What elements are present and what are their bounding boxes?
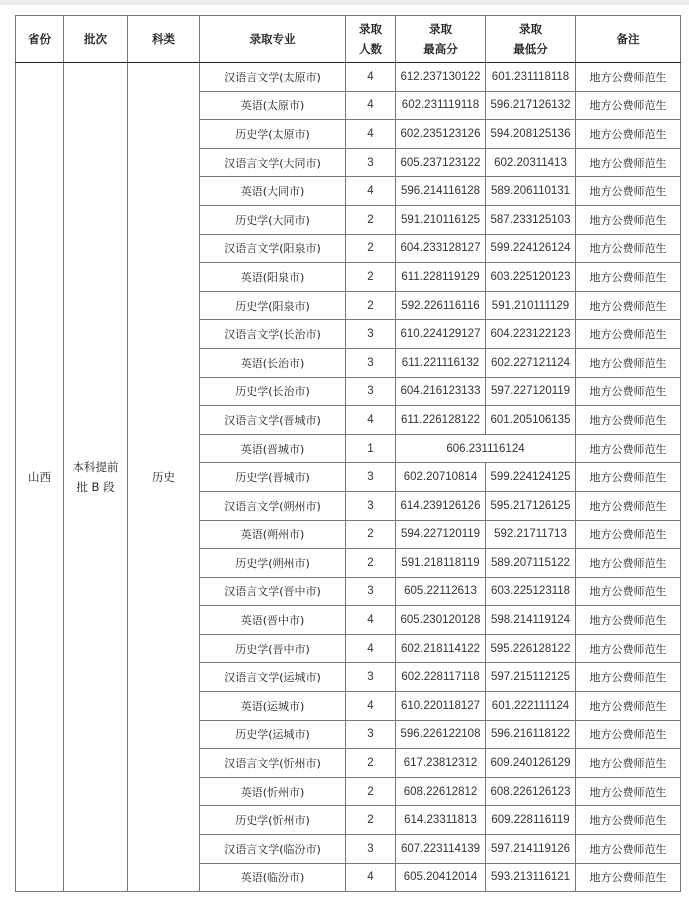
count-cell: 4	[346, 91, 396, 120]
count-cell: 2	[346, 291, 396, 320]
max-score-cell: 605.22112613	[396, 577, 486, 606]
note-cell: 地方公费师范生	[576, 520, 681, 549]
note-cell: 地方公费师范生	[576, 434, 681, 463]
major-cell: 英语(临汾市)	[200, 863, 346, 892]
major-cell: 历史学(晋城市)	[200, 463, 346, 492]
count-cell: 1	[346, 434, 396, 463]
major-cell: 汉语言文学(朔州市)	[200, 491, 346, 520]
major-cell: 英语(大同市)	[200, 177, 346, 206]
major-cell: 汉语言文学(太原市)	[200, 63, 346, 92]
major-cell: 汉语言文学(运城市)	[200, 663, 346, 692]
max-score-cell: 617.23812312	[396, 749, 486, 778]
max-score-cell: 611.226128122	[396, 406, 486, 435]
min-score-cell: 608.226126123	[486, 777, 576, 806]
major-cell: 历史学(太原市)	[200, 120, 346, 149]
min-score-cell: 602.20311413	[486, 148, 576, 177]
min-score-cell: 591.210111129	[486, 291, 576, 320]
major-cell: 历史学(朔州市)	[200, 549, 346, 578]
note-cell: 地方公费师范生	[576, 291, 681, 320]
min-score-cell: 601.231118118	[486, 63, 576, 92]
note-cell: 地方公费师范生	[576, 177, 681, 206]
count-cell: 3	[346, 491, 396, 520]
province-value: 山西	[28, 470, 51, 485]
count-cell: 3	[346, 463, 396, 492]
note-cell: 地方公费师范生	[576, 348, 681, 377]
table-row	[16, 63, 681, 92]
major-cell: 汉语言文学(忻州市)	[200, 749, 346, 778]
score-merged-cell: 606.231116124	[396, 434, 576, 463]
min-score-cell: 589.207115122	[486, 549, 576, 578]
max-score-cell: 605.237123122	[396, 148, 486, 177]
header-batch-label: 批次	[84, 32, 107, 46]
subject-cell	[128, 63, 200, 892]
count-cell: 3	[346, 348, 396, 377]
note-cell: 地方公费师范生	[576, 263, 681, 292]
major-cell: 历史学(阳泉市)	[200, 291, 346, 320]
count-cell: 4	[346, 692, 396, 721]
max-score-cell: 602.20710814	[396, 463, 486, 492]
count-cell: 2	[346, 806, 396, 835]
min-score-cell: 587.233125103	[486, 205, 576, 234]
count-cell: 4	[346, 406, 396, 435]
note-cell: 地方公费师范生	[576, 234, 681, 263]
note-cell: 地方公费师范生	[576, 205, 681, 234]
major-cell: 汉语言文学(大同市)	[200, 148, 346, 177]
count-cell: 3	[346, 320, 396, 349]
note-cell: 地方公费师范生	[576, 463, 681, 492]
header-subject-label: 科类	[152, 32, 175, 46]
note-cell: 地方公费师范生	[576, 63, 681, 92]
max-score-cell: 614.239126126	[396, 491, 486, 520]
count-cell: 2	[346, 777, 396, 806]
header-count-line2: 人数	[359, 42, 382, 56]
count-cell: 2	[346, 263, 396, 292]
min-score-cell: 599.224126124	[486, 234, 576, 263]
header-min-line2: 最低分	[513, 42, 548, 56]
subject-value: 历史	[152, 470, 175, 485]
header-count	[346, 16, 396, 63]
min-score-cell: 603.225123118	[486, 577, 576, 606]
min-score-cell: 604.223122123	[486, 320, 576, 349]
header-count-line1: 录取	[359, 22, 382, 36]
note-cell: 地方公费师范生	[576, 606, 681, 635]
count-cell: 3	[346, 148, 396, 177]
header-major	[200, 16, 346, 63]
count-cell: 4	[346, 177, 396, 206]
note-cell: 地方公费师范生	[576, 777, 681, 806]
min-score-cell: 599.224124125	[486, 463, 576, 492]
count-cell: 4	[346, 634, 396, 663]
header-note-label: 备注	[616, 32, 640, 46]
min-score-cell: 595.217126125	[486, 491, 576, 520]
min-score-cell: 601.222111124	[486, 692, 576, 721]
min-score-cell: 597.215112125	[486, 663, 576, 692]
province-cell	[16, 63, 64, 892]
note-cell: 地方公费师范生	[576, 549, 681, 578]
min-score-cell: 601.205106135	[486, 406, 576, 435]
max-score-cell: 611.221116132	[396, 348, 486, 377]
note-cell: 地方公费师范生	[576, 863, 681, 892]
min-score-cell: 595.226128122	[486, 634, 576, 663]
count-cell: 2	[346, 234, 396, 263]
header-min-line1: 录取	[519, 22, 542, 36]
note-cell: 地方公费师范生	[576, 749, 681, 778]
note-cell: 地方公费师范生	[576, 720, 681, 749]
max-score-cell: 604.216123133	[396, 377, 486, 406]
max-score-cell: 612.237130122	[396, 63, 486, 92]
major-cell: 汉语言文学(长治市)	[200, 320, 346, 349]
major-cell: 英语(晋中市)	[200, 606, 346, 635]
batch-line1: 本科提前	[72, 460, 119, 475]
max-score-cell: 594.227120119	[396, 520, 486, 549]
note-cell: 地方公费师范生	[576, 663, 681, 692]
count-cell: 4	[346, 120, 396, 149]
max-score-cell: 611.228119129	[396, 263, 486, 292]
min-score-cell: 603.225120123	[486, 263, 576, 292]
major-cell: 英语(朔州市)	[200, 520, 346, 549]
min-score-cell: 596.216118122	[486, 720, 576, 749]
header-province-label: 省份	[28, 32, 51, 46]
count-cell: 4	[346, 606, 396, 635]
note-cell: 地方公费师范生	[576, 406, 681, 435]
major-cell: 汉语言文学(晋中市)	[200, 577, 346, 606]
max-score-cell: 608.22612812	[396, 777, 486, 806]
major-cell: 英语(晋城市)	[200, 434, 346, 463]
max-score-cell: 596.226122108	[396, 720, 486, 749]
min-score-cell: 609.240126129	[486, 749, 576, 778]
note-cell: 地方公费师范生	[576, 320, 681, 349]
max-score-cell: 610.224129127	[396, 320, 486, 349]
count-cell: 3	[346, 663, 396, 692]
max-score-cell: 592.226116116	[396, 291, 486, 320]
min-score-cell: 602.227121124	[486, 348, 576, 377]
max-score-cell: 602.228117118	[396, 663, 486, 692]
min-score-cell: 597.227120119	[486, 377, 576, 406]
max-score-cell: 605.230120128	[396, 606, 486, 635]
note-cell: 地方公费师范生	[576, 148, 681, 177]
header-min-score	[486, 16, 576, 63]
min-score-cell: 596.217126132	[486, 91, 576, 120]
count-cell: 3	[346, 377, 396, 406]
max-score-cell: 602.231119118	[396, 91, 486, 120]
major-cell: 历史学(忻州市)	[200, 806, 346, 835]
note-cell: 地方公费师范生	[576, 577, 681, 606]
max-score-cell: 596.214116128	[396, 177, 486, 206]
major-cell: 历史学(运城市)	[200, 720, 346, 749]
count-cell: 3	[346, 577, 396, 606]
major-cell: 历史学(长治市)	[200, 377, 346, 406]
header-batch	[64, 16, 128, 63]
count-cell: 3	[346, 835, 396, 864]
min-score-cell: 597.214119126	[486, 835, 576, 864]
max-score-cell: 614.23311813	[396, 806, 486, 835]
count-cell: 2	[346, 749, 396, 778]
header-row	[16, 16, 681, 63]
major-cell: 英语(长治市)	[200, 348, 346, 377]
count-cell: 4	[346, 63, 396, 92]
header-major-label: 录取专业	[249, 32, 296, 46]
major-cell: 汉语言文学(晋城市)	[200, 406, 346, 435]
note-cell: 地方公费师范生	[576, 377, 681, 406]
header-max-line2: 最高分	[423, 42, 458, 56]
major-cell: 汉语言文学(阳泉市)	[200, 234, 346, 263]
min-score-cell: 594.208125136	[486, 120, 576, 149]
top-strip	[0, 0, 689, 5]
count-cell: 2	[346, 205, 396, 234]
count-cell: 4	[346, 863, 396, 892]
major-cell: 英语(太原市)	[200, 91, 346, 120]
major-cell: 汉语言文学(临汾市)	[200, 835, 346, 864]
major-cell: 英语(运城市)	[200, 692, 346, 721]
note-cell: 地方公费师范生	[576, 91, 681, 120]
max-score-cell: 591.210116125	[396, 205, 486, 234]
min-score-cell: 592.21711713	[486, 520, 576, 549]
note-cell: 地方公费师范生	[576, 692, 681, 721]
batch-line2: 批 B 段	[76, 480, 115, 495]
note-cell: 地方公费师范生	[576, 120, 681, 149]
min-score-cell: 593.213116121	[486, 863, 576, 892]
major-cell: 英语(忻州市)	[200, 777, 346, 806]
major-cell: 历史学(大同市)	[200, 205, 346, 234]
count-cell: 3	[346, 720, 396, 749]
note-cell: 地方公费师范生	[576, 835, 681, 864]
min-score-cell: 598.214119124	[486, 606, 576, 635]
note-cell: 地方公费师范生	[576, 491, 681, 520]
max-score-cell: 604.233128127	[396, 234, 486, 263]
major-cell: 历史学(晋中市)	[200, 634, 346, 663]
max-score-cell: 602.235123126	[396, 120, 486, 149]
max-score-cell: 602.218114122	[396, 634, 486, 663]
min-score-cell: 609.228116119	[486, 806, 576, 835]
header-note	[576, 16, 681, 63]
major-cell: 英语(阳泉市)	[200, 263, 346, 292]
admission-table	[15, 15, 681, 892]
max-score-cell: 610.220118127	[396, 692, 486, 721]
max-score-cell: 607.223114139	[396, 835, 486, 864]
header-max-score	[396, 16, 486, 63]
max-score-cell: 605.20412014	[396, 863, 486, 892]
header-max-line1: 录取	[429, 22, 452, 36]
count-cell: 2	[346, 549, 396, 578]
note-cell: 地方公费师范生	[576, 806, 681, 835]
header-subject	[128, 16, 200, 63]
header-province	[16, 16, 64, 63]
max-score-cell: 591.218118119	[396, 549, 486, 578]
min-score-cell: 589.206110131	[486, 177, 576, 206]
count-cell: 2	[346, 520, 396, 549]
batch-cell	[64, 63, 128, 892]
note-cell: 地方公费师范生	[576, 634, 681, 663]
